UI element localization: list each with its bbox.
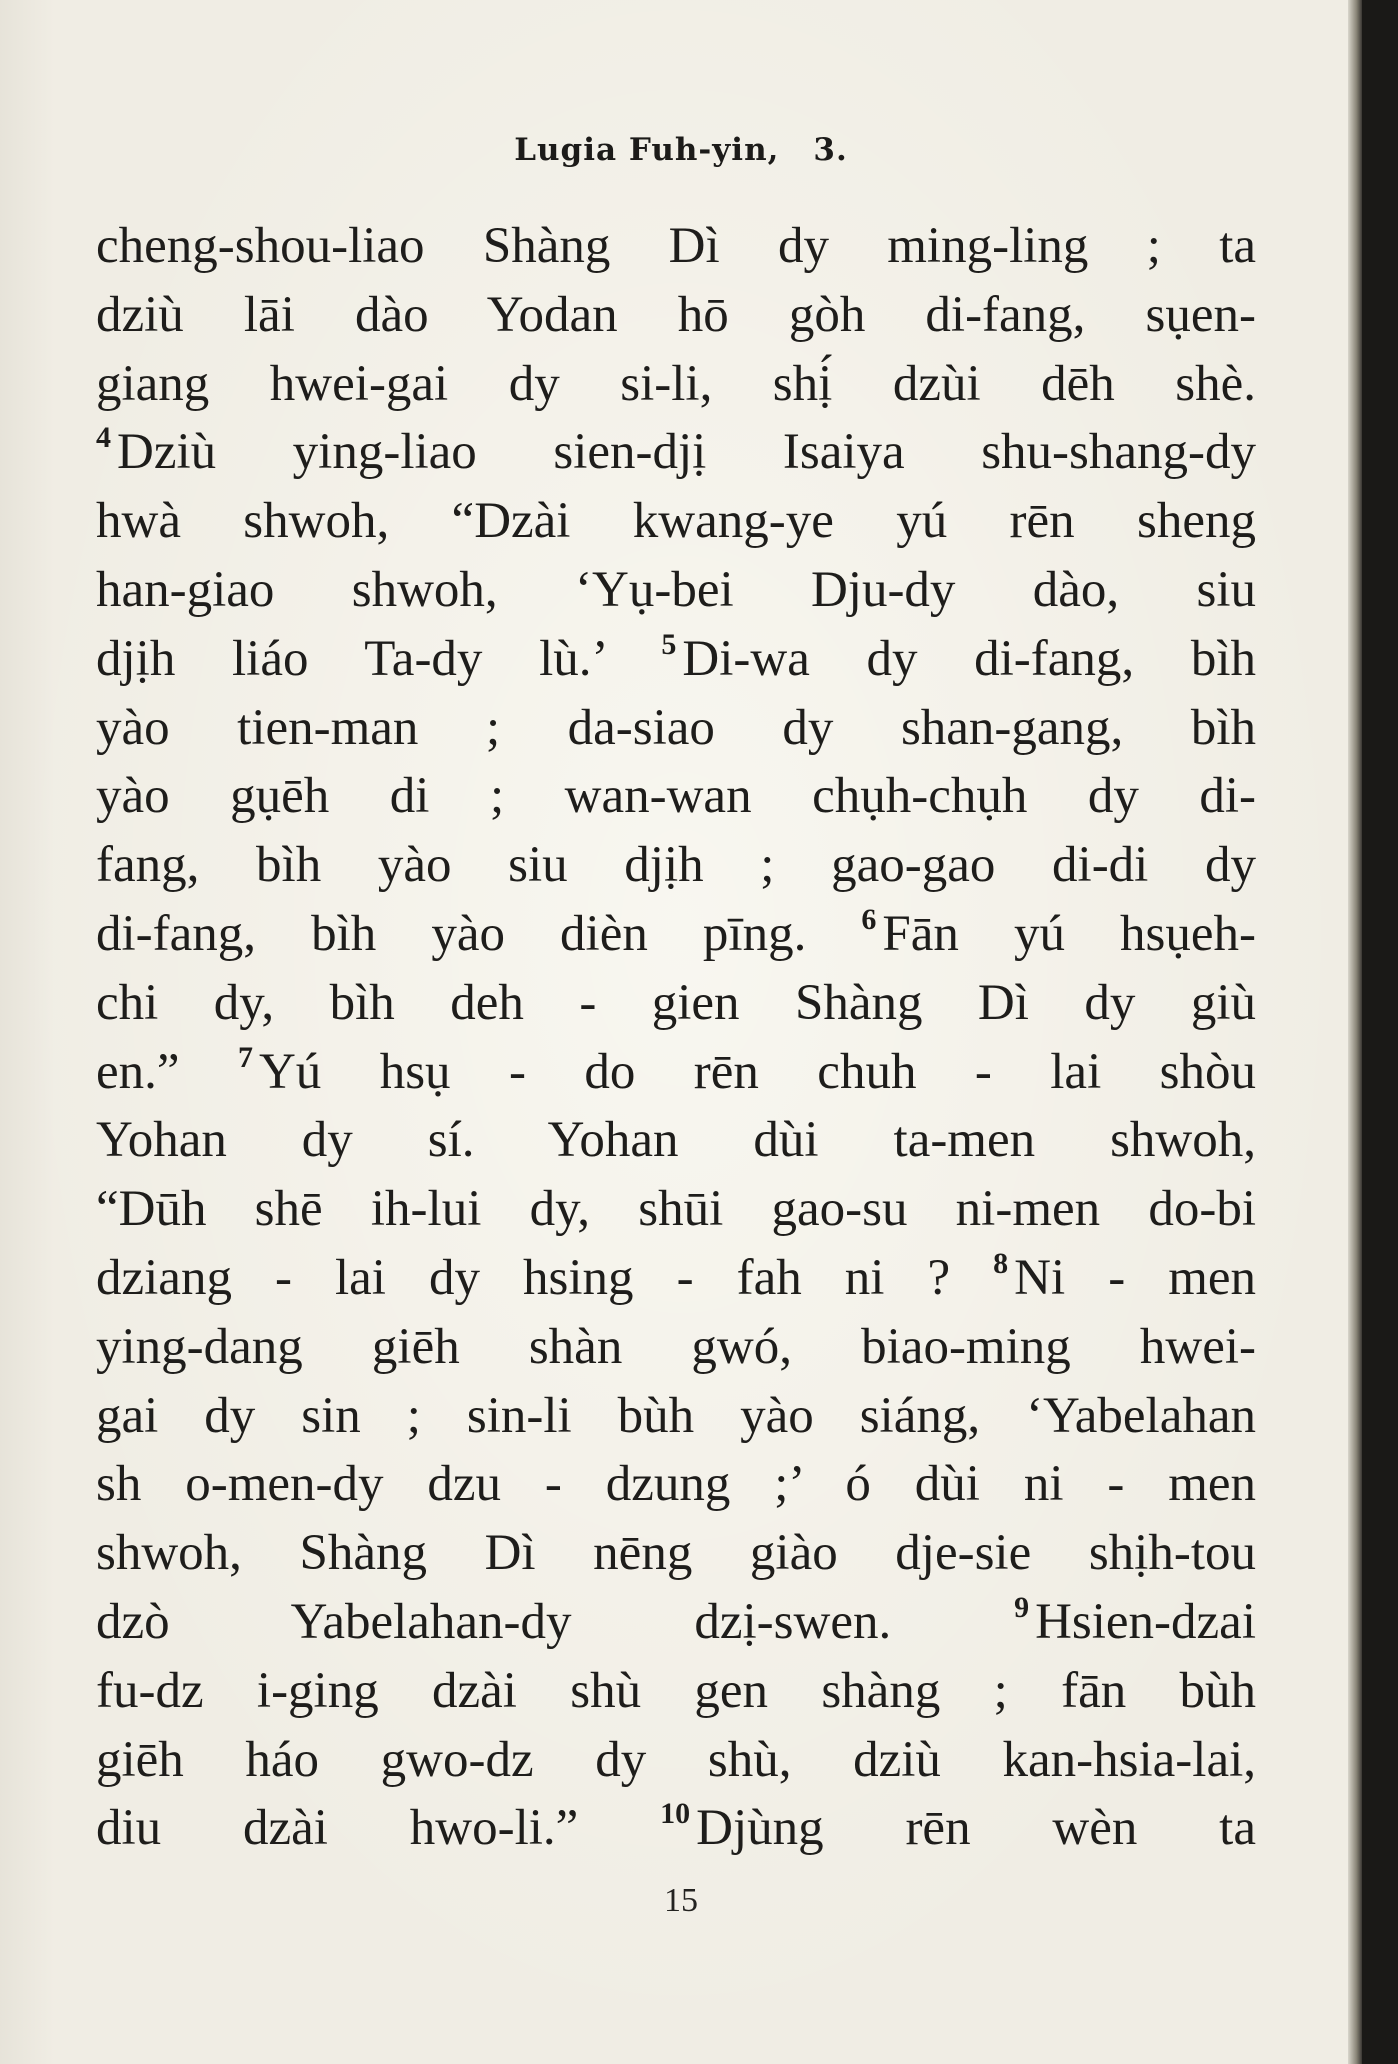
text-line: cheng-shou-liao Shàng Dì dy ming-ling ; ta bbox=[96, 218, 1256, 274]
text-line: dziang - lai dy hsing - fah ni ? $^8$ Ni - men bbox=[96, 1246, 1256, 1306]
page-edge-shadow bbox=[1348, 0, 1362, 2064]
text-line: dziù lāi dào Yodan hō gòh di-fang, sụen- bbox=[96, 286, 1256, 343]
text-line: hwà shwoh, “Dzài kwang-ye yú rēn sheng bbox=[96, 493, 1256, 550]
text-line: fu-dz i-ging dzài shù gen shàng ; fān bùh bbox=[96, 1662, 1256, 1719]
text-line: ying-dang giēh shàn gwó, biao-ming hwei- bbox=[96, 1318, 1256, 1375]
text-line: fang, bìh yào siu djịh ; gao-gao di-di dy bbox=[96, 837, 1256, 894]
verse-number: 4 bbox=[96, 421, 111, 455]
text-line: $^4$ Dziù ying-liao sien-djị Isaiya shu-shang-dy bbox=[96, 421, 1256, 481]
running-head-title: Lugia Fuh-yin, bbox=[514, 132, 780, 168]
page-number: 15 bbox=[664, 1882, 698, 1919]
body-text bbox=[96, 212, 1256, 1863]
text-line: gai dy sin ; sin-li bùh yào siáng, ‘Yabelahan bbox=[96, 1387, 1256, 1444]
text-line: di-fang, bìh yào dièn pīng. $^6$ Fān yú hsụeh- bbox=[96, 902, 1256, 962]
text-line: dzò Yabelahan-dy dzị-swen. $^9$ Hsien-dzai bbox=[96, 1590, 1256, 1650]
scan-border bbox=[1362, 0, 1398, 2064]
chapter-number: 3. bbox=[813, 132, 848, 168]
verse-number: 8 bbox=[993, 1246, 1009, 1280]
verse-number: 6 bbox=[861, 902, 877, 936]
text-line: yào gụēh di ; wan-wan chụh-chụh dy di- bbox=[96, 768, 1256, 825]
verse-number: 7 bbox=[237, 1040, 253, 1074]
text-line: diu dzài hwo-li.” $^{10}$ Djùng rēn wèn ta bbox=[96, 1797, 1256, 1857]
text-line: djịh liáo Ta-dy lù.’ $^5$ Di-wa dy di-fang, bìh bbox=[96, 627, 1256, 687]
text-line: yào tien-man ; da-siao dy shan-gang, bìh bbox=[96, 699, 1256, 756]
text-line: Yohan dy sí. Yohan dùi ta-men shwoh, bbox=[96, 1112, 1256, 1169]
text-line: sh o-men-dy dzu - dzung ;’ ó dùi ni - men bbox=[96, 1456, 1256, 1513]
text-line: chi dy, bìh deh - gien Shàng Dì dy giù bbox=[96, 974, 1256, 1031]
text-line: en.” $^7$ Yú hsụ - do rēn chuh - lai shòu bbox=[96, 1040, 1256, 1100]
running-head bbox=[0, 132, 1362, 168]
verse-number: 9 bbox=[1014, 1590, 1030, 1624]
verse-number: 5 bbox=[661, 627, 677, 661]
text-line: giēh háo gwo-dz dy shù, dziù kan-hsia-lai, bbox=[96, 1731, 1256, 1788]
text-line: shwoh, Shàng Dì nēng giào dje-sie shịh-tou bbox=[96, 1525, 1256, 1582]
text-line: “Dūh shē ih-lui dy, shūi gao-su ni-men do-bi bbox=[96, 1181, 1256, 1238]
text-line: han-giao shwoh, ‘Yụ-bei Dju-dy dào, siu bbox=[96, 561, 1256, 618]
verse-number: 10 bbox=[660, 1797, 691, 1831]
text-line: giang hwei-gai dy si-li, shị́ dzùi dēh shè. bbox=[96, 355, 1256, 412]
